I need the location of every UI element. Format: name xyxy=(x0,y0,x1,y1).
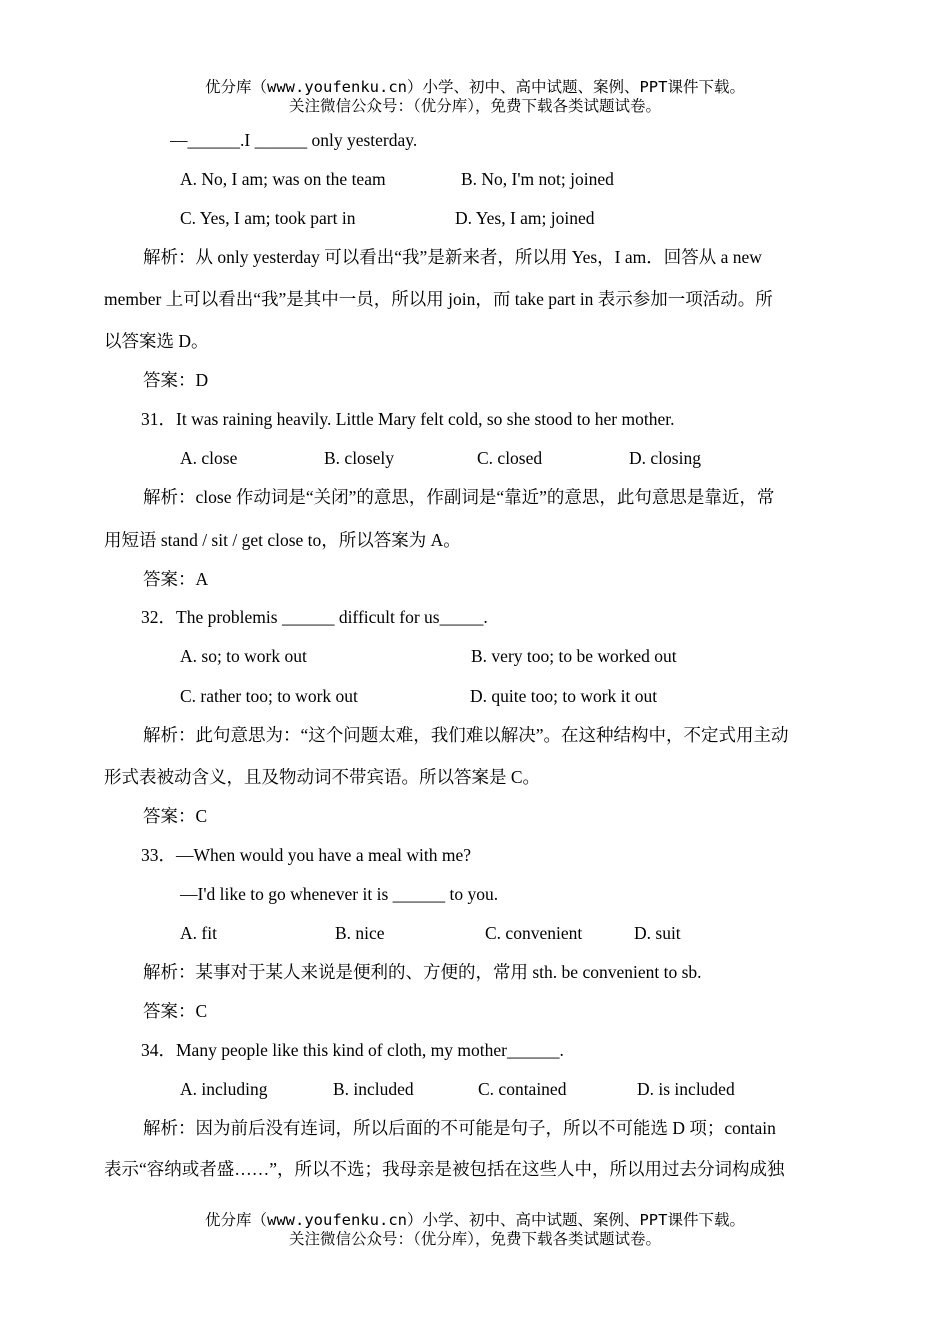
q30-option-b: B. No, I'm not; joined xyxy=(461,169,614,189)
footer-line-1: 优分库（www.youfenku.cn）小学、初中、高中试题、案例、PPT课件下载。 xyxy=(205,1211,745,1229)
q31-analysis-line-2: 用短语 stand / sit / get close to，所以答案为 A。 xyxy=(104,530,461,550)
q30-analysis-line-1: 解析：从 only yesterday 可以看出“我”是新来者，所以用 Yes，I am．回答从 a new xyxy=(143,247,762,267)
q33-answer: 答案：C xyxy=(143,1001,208,1021)
q34-analysis-line-1: 解析：因为前后没有连词，所以后面的不可能是句子，所以不可能选 D 项；contain xyxy=(143,1118,776,1138)
q34-analysis-line-2: 表示“容纳或者盛……”，所以不选；我母亲是被包括在这些人中，所以用过去分词构成独 xyxy=(104,1159,785,1179)
q34-option-a: A. including xyxy=(180,1079,268,1099)
q33-option-a: A. fit xyxy=(180,923,217,943)
q30-option-d: D. Yes, I am; joined xyxy=(455,208,595,228)
q34-question: 34．Many people like this kind of cloth, my mother______. xyxy=(141,1040,564,1060)
q32-option-a: A. so; to work out xyxy=(180,646,307,666)
q32-answer: 答案：C xyxy=(143,806,208,826)
q33-option-b: B. nice xyxy=(335,923,385,943)
q32-analysis-line-1: 解析：此句意思为：“这个问题太难，我们难以解决”。在这种结构中，不定式用主动 xyxy=(143,725,789,745)
q31-option-c: C. closed xyxy=(477,448,543,468)
q34-option-c: C. contained xyxy=(478,1079,567,1099)
q30-option-c: C. Yes, I am; took part in xyxy=(180,208,356,228)
q34-option-d: D. is included xyxy=(637,1079,735,1099)
q30-analysis-line-3: 以答案选 D。 xyxy=(104,331,209,351)
q31-answer: 答案：A xyxy=(143,569,209,589)
q31-option-a: A. close xyxy=(180,448,238,468)
q34-option-b: B. included xyxy=(333,1079,414,1099)
q33-option-d: D. suit xyxy=(634,923,681,943)
q31-option-b: B. closely xyxy=(324,448,394,468)
page-footer xyxy=(0,1211,950,1249)
q32-option-b: B. very too; to be worked out xyxy=(471,646,677,666)
q32-analysis-line-2: 形式表被动含义，且及物动词不带宾语。所以答案是 C。 xyxy=(104,767,541,787)
q30-analysis-line-2: member 上可以看出“我”是其中一员，所以用 join，而 take part in 表示参加一项活动。所 xyxy=(104,289,773,309)
q30-option-a: A. No, I am; was on the team xyxy=(180,169,386,189)
q31-analysis-line-1: 解析：close 作动词是“关闭”的意思，作副词是“靠近”的意思，此句意思是靠近，常 xyxy=(143,487,775,507)
header-line-2: 关注微信公众号：（优分库），免费下载各类试题试卷。 xyxy=(288,97,661,115)
q30-answer: 答案：D xyxy=(143,370,209,390)
q33-question: 33．—When would you have a meal with me? xyxy=(141,845,471,865)
q33-reply: —I'd like to go whenever it is ______ to you. xyxy=(180,884,499,904)
q33-analysis-line-1: 解析：某事对于某人来说是便利的、方便的，常用 sth. be convenient to sb. xyxy=(143,962,702,982)
page-header xyxy=(0,78,950,116)
q31-question: 31．It was raining heavily. Little Mary felt cold, so she stood to her mother. xyxy=(141,409,675,429)
q32-option-c: C. rather too; to work out xyxy=(180,686,358,706)
q32-option-d: D. quite too; to work it out xyxy=(470,686,658,706)
q33-option-c: C. convenient xyxy=(485,923,583,943)
q31-option-d: D. closing xyxy=(629,448,701,468)
q30-reply: —______.I ______ only yesterday. xyxy=(170,130,418,150)
footer-line-2: 关注微信公众号：（优分库），免费下载各类试题试卷。 xyxy=(288,1230,661,1248)
q32-question: 32．The problemis ______ difficult for us_____. xyxy=(141,607,488,627)
header-line-1: 优分库（www.youfenku.cn）小学、初中、高中试题、案例、PPT课件下载。 xyxy=(205,78,745,96)
